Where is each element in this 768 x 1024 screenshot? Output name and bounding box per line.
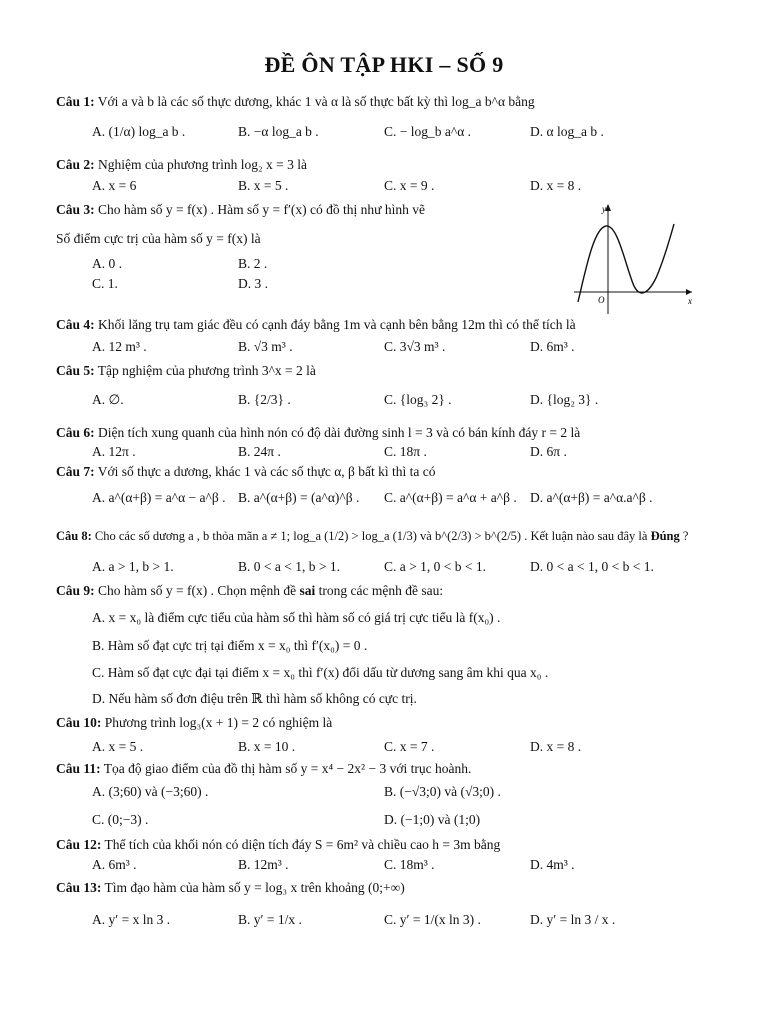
question-5-options [92, 392, 742, 412]
question-label: Câu 6: [56, 425, 95, 440]
question-8-options [92, 559, 742, 579]
question-label: Câu 9: [56, 583, 95, 598]
option-d[interactable]: D. α log_a b . [530, 124, 604, 139]
option-a[interactable]: A. ∅. [92, 392, 124, 407]
question-text: Cho các số dương a , b thỏa mãn a ≠ 1; log_a (1/2) > log_a (1/3) và b^(2/3) > b^(2/5) . Kết luận nào sau đây là [94, 529, 648, 543]
question-3-subtext: Số điểm cực trị của hàm số y = f(x) là [56, 231, 261, 246]
option-a[interactable]: A. (1/α) log_a b . [92, 124, 186, 139]
question-11-options-row1 [92, 784, 742, 804]
option-c[interactable]: C. a^(α+β) = a^α + a^β . [384, 490, 517, 505]
option-a[interactable]: A. 0 . [92, 256, 122, 271]
question-text: Nghiệm của phương trình log₂ x = 3 là [98, 157, 308, 172]
question-3-options-row2 [92, 276, 392, 296]
question-text: Cho hàm số y = f(x) . Chọn mệnh đề [98, 583, 297, 598]
derivative-curve [578, 224, 674, 302]
option-b[interactable]: B. (−√3;0) và (√3;0) . [384, 784, 501, 799]
question-13 [56, 879, 746, 897]
question-2-options [92, 178, 742, 198]
question-label: Câu 1: [56, 94, 95, 109]
option-a[interactable]: A. (3;60) và (−3;60) . [92, 784, 209, 799]
question-2 [56, 156, 746, 174]
question-text: Cho hàm số y = f(x) . Hàm số y = f′(x) có đồ thị như hình vẽ [98, 202, 425, 217]
option-a[interactable]: A. 12 m³ . [92, 339, 147, 354]
option-a[interactable]: A. y′ = x ln 3 . [92, 912, 171, 927]
option-b[interactable]: B. 0 < a < 1, b > 1. [238, 559, 340, 574]
option-d[interactable]: D. 4m³ . [530, 857, 575, 872]
question-8 [56, 527, 746, 545]
option-d[interactable]: D. {log₂ 3} . [530, 392, 599, 407]
y-axis-label: y [602, 204, 606, 214]
question-text: Tọa độ giao điểm của đồ thị hàm số y = x⁴ − 2x² − 3 với trục hoành. [103, 761, 472, 776]
option-c[interactable]: C. 1. [92, 276, 118, 291]
option-c[interactable]: C. 18π . [384, 444, 427, 459]
question-12 [56, 836, 746, 854]
exam-title: ĐỀ ÔN TẬP HKI – SỐ 9 [264, 52, 504, 77]
question-text: Tập nghiệm của phương trình 3^x = 2 là [97, 363, 316, 378]
question-4 [56, 316, 746, 334]
option-c[interactable]: C. 18m³ . [384, 857, 435, 872]
question-text: Phương trình log₃(x + 1) = 2 có nghiệm là [104, 715, 333, 730]
option-d[interactable]: D. y′ = ln 3 / x . [530, 912, 616, 927]
option-c[interactable]: C. Hàm số đạt cực đại tại điểm x = x₀ thì f′(x) đổi dấu từ dương sang âm khi qua x₀ . [92, 665, 549, 680]
option-b[interactable]: B. √3 m³ . [238, 339, 293, 354]
option-d[interactable]: D. (−1;0) và (1;0) [384, 812, 481, 827]
question-text: Khối lăng trụ tam giác đều có cạnh đáy bằng 1m và cạnh bên bằng 12m thì có thể tích là [98, 317, 576, 332]
option-a[interactable]: A. x = 5 . [92, 739, 144, 754]
option-b[interactable]: B. x = 5 . [238, 178, 289, 193]
option-d[interactable]: D. 0 < a < 1, 0 < b < 1. [530, 559, 654, 574]
question-7-options [92, 490, 742, 510]
option-c[interactable]: C. 3√3 m³ . [384, 339, 446, 354]
option-a[interactable]: A. a > 1, b > 1. [92, 559, 174, 574]
option-d[interactable]: D. x = 8 . [530, 178, 582, 193]
option-c[interactable]: C. {log₃ 2} . [384, 392, 452, 407]
option-b[interactable]: B. Hàm số đạt cực trị tại điểm x = x₀ thì f′(x₀) = 0 . [92, 638, 368, 653]
question-3 [56, 201, 536, 219]
question-9 [56, 582, 746, 600]
option-c[interactable]: C. x = 9 . [384, 178, 435, 193]
option-d[interactable]: D. a^(α+β) = a^α.a^β . [530, 490, 653, 505]
option-c[interactable]: C. a > 1, 0 < b < 1. [384, 559, 486, 574]
question-label: Câu 2: [56, 157, 95, 172]
option-d[interactable]: D. 3 . [238, 276, 268, 291]
question-label: Câu 13: [56, 880, 102, 895]
question-label: Câu 11: [56, 761, 101, 776]
option-d[interactable]: D. x = 8 . [530, 739, 582, 754]
option-a[interactable]: A. x = 6 [92, 178, 137, 193]
option-b[interactable]: B. 12m³ . [238, 857, 289, 872]
option-c[interactable]: C. x = 7 . [384, 739, 435, 754]
question-11 [56, 760, 746, 778]
option-c[interactable]: C. y′ = 1/(x ln 3) . [384, 912, 481, 927]
option-a[interactable]: A. x = x₀ là điểm cực tiểu của hàm số thì hàm số có giá trị cực tiểu là f(x₀) . [92, 610, 501, 625]
option-b[interactable]: B. a^(α+β) = (a^α)^β . [238, 490, 360, 505]
question-12-options [92, 857, 742, 877]
question-label: Câu 4: [56, 317, 95, 332]
question-text: Với số thực a dương, khác 1 và các số thực α, β bất kì thì ta có [97, 464, 436, 479]
option-d[interactable]: D. 6m³ . [530, 339, 575, 354]
question-emphasis: sai [299, 583, 316, 598]
question-4-options [92, 339, 742, 359]
question-1-options [92, 124, 742, 144]
option-d[interactable]: D. Nếu hàm số đơn điệu trên ℝ thì hàm số không có cực trị. [92, 691, 417, 706]
question-tail: trong các mệnh đề sau: [315, 583, 444, 598]
option-a[interactable]: A. 6m³ . [92, 857, 137, 872]
question-7 [56, 463, 746, 481]
option-c[interactable]: C. − log_b a^α . [384, 124, 472, 139]
option-a[interactable]: A. a^(α+β) = a^α − a^β . [92, 490, 226, 505]
option-a[interactable]: A. 12π . [92, 444, 136, 459]
option-b[interactable]: B. 2 . [238, 256, 268, 271]
question-13-options [92, 912, 742, 932]
question-text: Với a và b là các số thực dương, khác 1 và α là số thực bất kỳ thì log_a b^α bằng [97, 94, 535, 109]
x-axis-arrow [686, 289, 692, 295]
option-c[interactable]: C. (0;−3) . [92, 812, 149, 827]
question-emphasis: Đúng [650, 529, 680, 543]
question-label: Câu 12: [56, 837, 102, 852]
question-10-options [92, 739, 742, 759]
question-tail: ? [679, 529, 689, 543]
question-1 [56, 93, 746, 111]
question-label: Câu 8: [56, 529, 92, 543]
question-text: Tìm đạo hàm của hàm số y = log₃ x trên khoảng (0;+∞) [104, 880, 405, 895]
option-b[interactable]: B. 24π . [238, 444, 281, 459]
derivative-graph [568, 198, 698, 316]
question-label: Câu 7: [56, 464, 95, 479]
question-5 [56, 362, 746, 380]
question-label: Câu 5: [56, 363, 95, 378]
question-text: Diện tích xung quanh của hình nón có độ dài đường sinh l = 3 và có bán kính đáy r = 2 là [98, 425, 581, 440]
question-11-options-row2 [92, 812, 742, 832]
option-b[interactable]: B. x = 10 . [238, 739, 296, 754]
option-d[interactable]: D. 6π . [530, 444, 567, 459]
question-6-options [92, 444, 742, 464]
option-b[interactable]: B. y′ = 1/x . [238, 912, 302, 927]
question-6 [56, 424, 746, 442]
question-label: Câu 10: [56, 715, 102, 730]
question-label: Câu 3: [56, 202, 95, 217]
origin-label: O [598, 295, 605, 305]
option-b[interactable]: B. {2/3} . [238, 392, 291, 407]
x-axis-label: x [688, 296, 692, 306]
question-10 [56, 714, 746, 732]
question-text: Thể tích của khối nón có diện tích đáy S = 6m² và chiều cao h = 3m bằng [104, 837, 501, 852]
question-3-options-row1 [92, 256, 392, 276]
option-b[interactable]: B. −α log_a b . [238, 124, 319, 139]
